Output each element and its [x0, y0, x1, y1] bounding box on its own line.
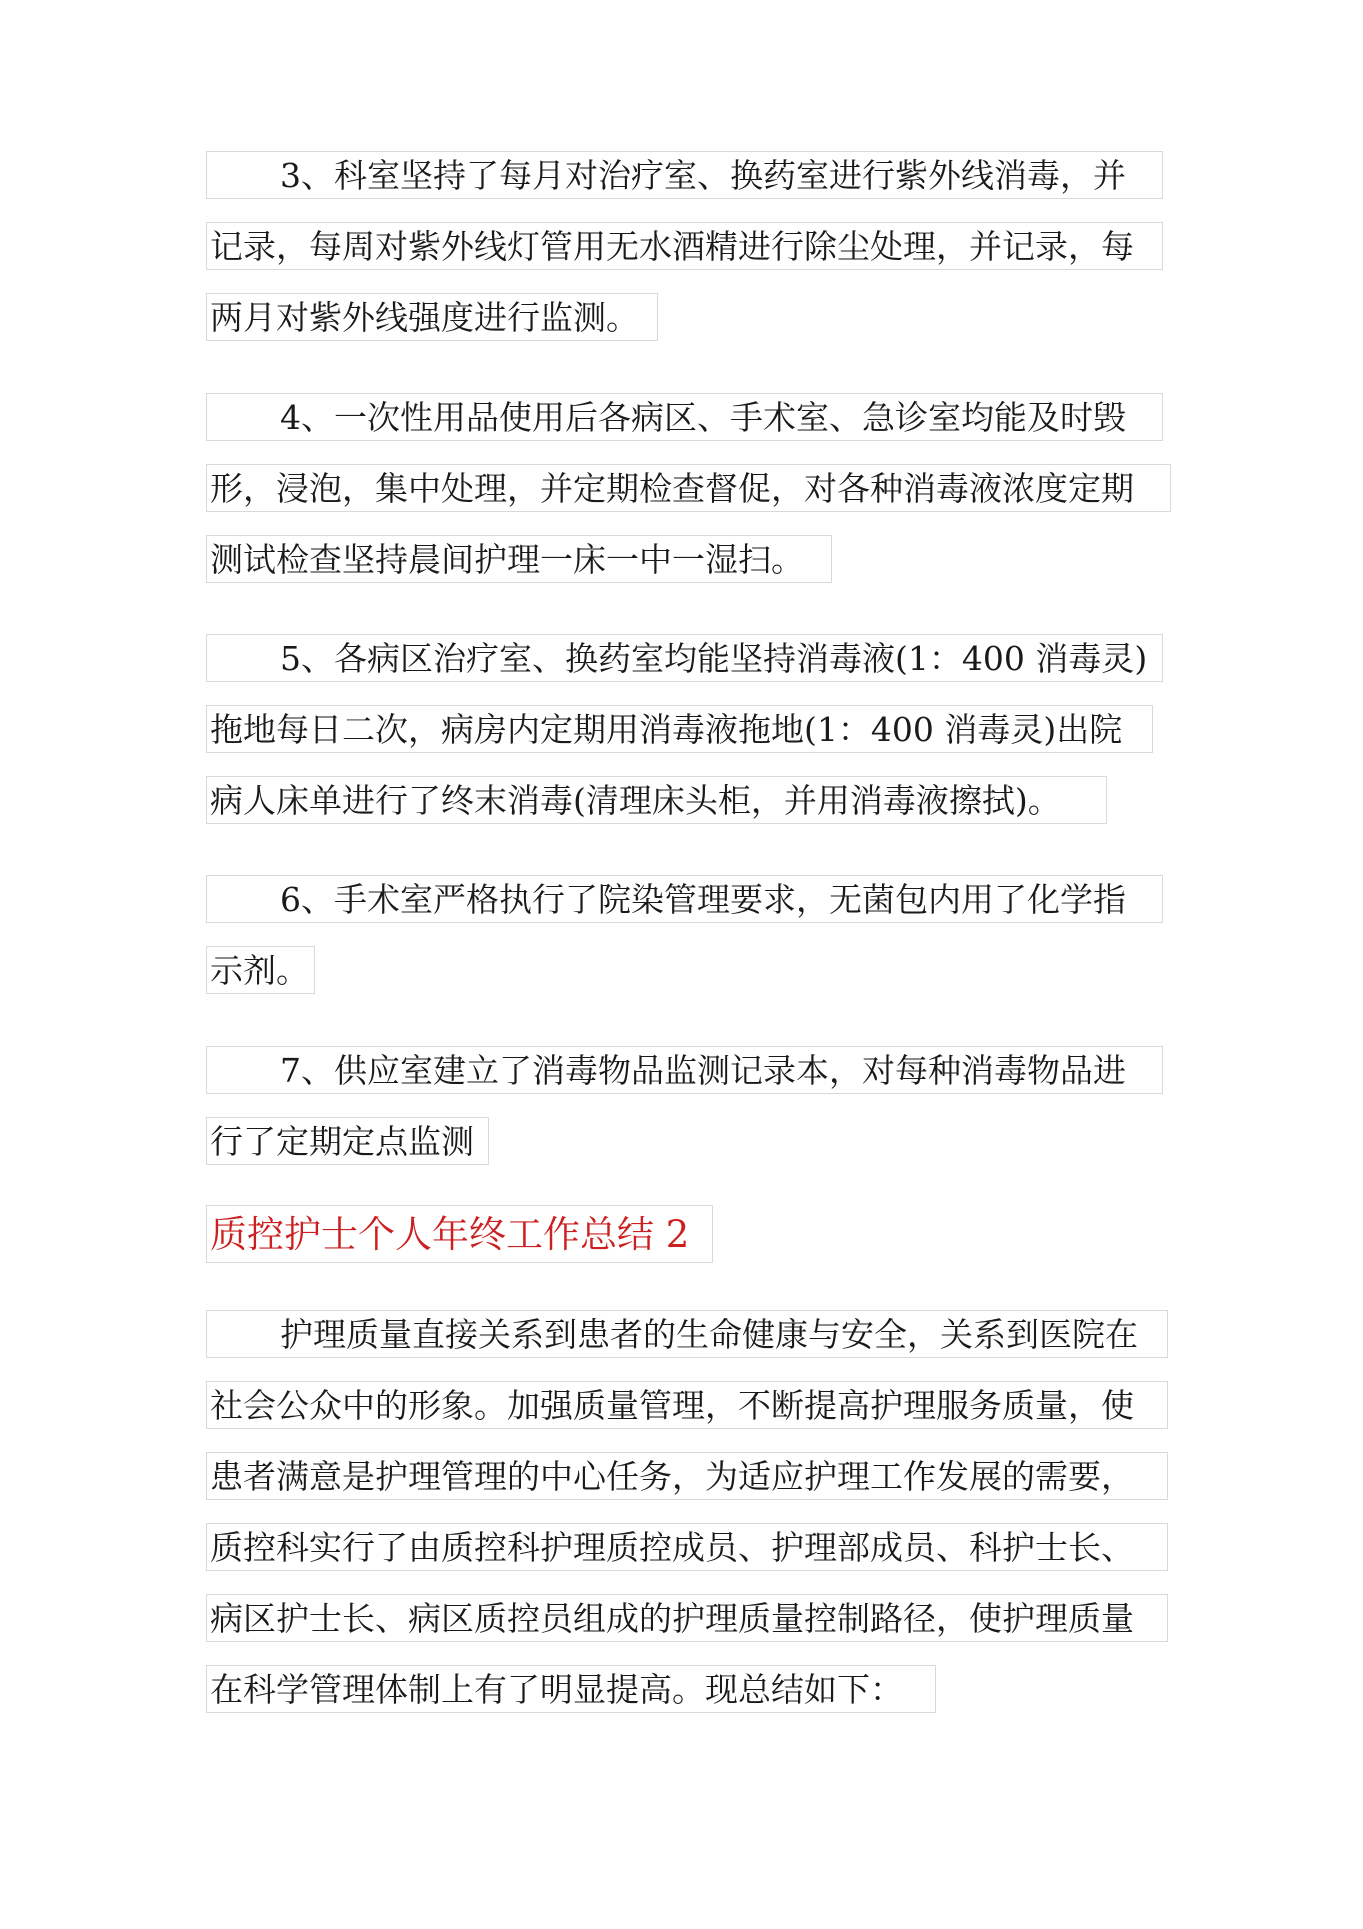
intro-line-2: 社会公众中的形象。加强质量管理，不断提高护理服务质量，使 [206, 1381, 1168, 1429]
paragraph-6-line-2: 示剂。 [206, 946, 315, 994]
paragraph-3-line-2: 记录，每周对紫外线灯管用无水酒精进行除尘处理，并记录，每 [206, 222, 1163, 270]
paragraph-5-line-3: 病人床单进行了终末消毒(清理床头柜，并用消毒液擦拭)。 [206, 776, 1107, 824]
paragraph-5-line-1: 5、各病区治疗室、换药室均能坚持消毒液(1：400 消毒灵) [206, 634, 1163, 682]
paragraph-4-line-3: 测试检查坚持晨间护理一床一中一湿扫。 [206, 535, 832, 583]
section-heading: 质控护士个人年终工作总结 2 [206, 1205, 713, 1263]
intro-line-4: 质控科实行了由质控科护理质控成员、护理部成员、科护士长、 [206, 1523, 1168, 1571]
paragraph-6-line-1: 6、手术室严格执行了院染管理要求，无菌包内用了化学指 [206, 875, 1163, 923]
paragraph-3-line-3: 两月对紫外线强度进行监测。 [206, 293, 658, 341]
paragraph-4-line-2: 形，浸泡，集中处理，并定期检查督促，对各种消毒液浓度定期 [206, 464, 1171, 512]
paragraph-3-line-1: 3、科室坚持了每月对治疗室、换药室进行紫外线消毒，并 [206, 151, 1163, 199]
paragraph-7-line-2: 行了定期定点监测 [206, 1117, 489, 1165]
paragraph-5-line-2: 拖地每日二次，病房内定期用消毒液拖地(1：400 消毒灵)出院 [206, 705, 1153, 753]
paragraph-7-line-1: 7、供应室建立了消毒物品监测记录本，对每种消毒物品进 [206, 1046, 1163, 1094]
intro-line-1: 护理质量直接关系到患者的生命健康与安全，关系到医院在 [206, 1310, 1168, 1358]
paragraph-4-line-1: 4、一次性用品使用后各病区、手术室、急诊室均能及时毁 [206, 393, 1163, 441]
intro-line-3: 患者满意是护理管理的中心任务，为适应护理工作发展的需要， [206, 1452, 1168, 1500]
intro-line-5: 病区护士长、病区质控员组成的护理质量控制路径，使护理质量 [206, 1594, 1168, 1642]
intro-line-6: 在科学管理体制上有了明显提高。现总结如下： [206, 1665, 936, 1713]
